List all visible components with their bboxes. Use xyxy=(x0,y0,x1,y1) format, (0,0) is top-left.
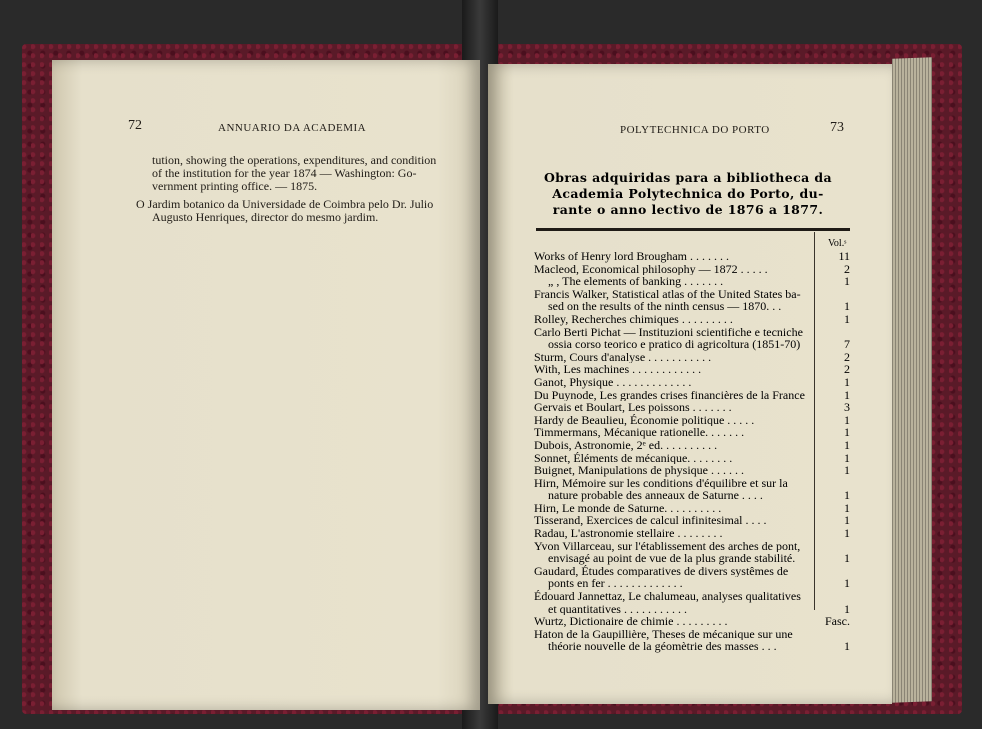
text-line: vernment printing office. — 1875. xyxy=(152,179,318,193)
entry-volumes: 1 xyxy=(844,425,850,440)
list-item xyxy=(534,338,852,351)
entry-title: Works of Henry lord Brougham . . . . . . . xyxy=(534,250,730,263)
entry-title: ponts en fer . . . . . . . . . . . . . xyxy=(548,577,683,591)
list-item xyxy=(534,263,852,276)
entry-volumes: 2 xyxy=(844,261,850,276)
list-item xyxy=(534,351,852,364)
title-line: Academia Polytechnica do Porto, du- xyxy=(552,186,824,201)
list-item xyxy=(534,502,852,515)
list-item xyxy=(534,313,852,326)
entry-title: Rolley, Recherches chimiques . . . . . . . . . xyxy=(534,312,733,326)
page-edges xyxy=(892,57,932,702)
text-line: Augusto Henriques, director do mesmo jardim. xyxy=(152,210,379,224)
entry-volumes: 2 xyxy=(844,362,850,377)
title-line: Obras adquiridas para a bibliotheca da xyxy=(544,170,832,185)
entry-title: ossia corso teorico e pratico di agricoltura (1851-70) xyxy=(548,338,801,351)
list-item xyxy=(534,540,852,553)
entry-volumes: 1 xyxy=(844,274,850,289)
list-item xyxy=(534,603,852,616)
entry-volumes: 1 xyxy=(844,576,850,591)
list-item xyxy=(534,389,852,402)
section-title xyxy=(528,170,848,218)
list-item xyxy=(534,288,852,301)
entry-title: Dubois, Astronomie, 2ᵉ ed. . . . . . . . . . xyxy=(534,438,718,452)
entry-title: et quantitatives . . . . . . . . . . . xyxy=(548,602,687,616)
entry-title: Gervais et Boulart, Les poissons . . . . . . . xyxy=(534,401,732,414)
entry-title: Ganot, Physique . . . . . . . . . . . . . xyxy=(534,375,692,389)
title-rule xyxy=(536,228,850,231)
list-item xyxy=(534,452,852,465)
entry-title: Yvon Villarceau, sur l'établissement des arches de pont, xyxy=(534,539,801,553)
left-page xyxy=(52,60,480,710)
entry-volumes xyxy=(810,590,852,603)
entry-volumes: 1 xyxy=(844,374,850,389)
running-head-right: POLYTECHNICA DO PORTO xyxy=(620,124,770,136)
entry-title: sed on the results of the ninth census — 1870. . . xyxy=(548,300,782,313)
entry-title: „ , The elements of banking . . . . . . . xyxy=(548,275,724,288)
entry-title: Sonnet, Éléments de mécanique. . . . . . . . xyxy=(534,451,733,465)
entry-title: Wurtz, Dictionaire de chimie . . . . . . . . . xyxy=(534,615,728,628)
entry-volumes: 1 xyxy=(844,387,850,402)
entry-title: Haton de la Gaupillière, Theses de mécanique sur une xyxy=(534,627,793,641)
left-paragraph-1 xyxy=(152,154,452,193)
entry-title: Francis Walker, Statistical atlas of the United States ba- xyxy=(534,287,801,301)
list-item xyxy=(534,414,852,427)
list-item xyxy=(534,250,852,263)
left-paragraph-2 xyxy=(136,198,456,224)
entry-title: With, Les machines . . . . . . . . . . . . xyxy=(534,363,702,376)
entry-volumes: 7 xyxy=(844,337,850,352)
title-line: rante o anno lectivo de 1876 a 1877. xyxy=(552,202,824,217)
entry-volumes: 1 xyxy=(844,412,850,427)
entry-volumes: 1 xyxy=(844,311,850,326)
entry-volumes: 1 xyxy=(844,450,850,465)
entry-volumes: 1 xyxy=(844,639,850,654)
entry-title: Du Puynode, Les grandes crises financières de la France xyxy=(534,388,805,402)
running-head-left: ANNUARIO DA ACADEMIA xyxy=(218,122,367,134)
list-item xyxy=(534,590,852,603)
list-item xyxy=(534,426,852,439)
text-line: O Jardim botanico da Universidade de Coimbra pelo Dr. Julio xyxy=(136,197,434,211)
entry-volumes: 1 xyxy=(844,299,850,314)
entry-title: Radau, L'astronomie stellaire . . . . . . . . xyxy=(534,527,723,540)
list-item xyxy=(534,565,852,578)
acquisitions-list xyxy=(534,250,852,653)
list-item xyxy=(534,514,852,527)
entry-volumes: 1 xyxy=(844,601,850,616)
list-item xyxy=(534,464,852,477)
entry-volumes: 1 xyxy=(844,500,850,515)
entry-title: Hirn, Le monde de Saturne. . . . . . . . . . xyxy=(534,501,722,515)
list-item xyxy=(534,552,852,565)
list-item xyxy=(534,489,852,502)
list-item xyxy=(534,628,852,641)
list-item xyxy=(534,477,852,490)
list-item xyxy=(534,326,852,339)
entry-volumes: 2 xyxy=(844,349,850,364)
entry-title: Tisserand, Exercices de calcul infinitesimal . . . . xyxy=(534,514,767,528)
entry-title: Édouard Jannettaz, Le chalumeau, analyses qualitatives xyxy=(534,590,801,603)
list-item xyxy=(534,376,852,389)
list-item xyxy=(534,527,852,540)
entry-volumes: 1 xyxy=(844,526,850,541)
list-item xyxy=(534,615,852,628)
page-number-left: 72 xyxy=(128,118,142,133)
list-item xyxy=(534,439,852,452)
list-item xyxy=(534,401,852,414)
entry-volumes: 3 xyxy=(844,400,850,415)
volume-column-header: Vol.ˢ xyxy=(828,238,847,249)
entry-volumes: 1 xyxy=(844,488,850,503)
entry-title: Hardy de Beaulieu, Économie politique . . . . . xyxy=(534,413,755,427)
entry-volumes: 1 xyxy=(844,513,850,528)
entry-title: Gaudard, Études comparatives de divers systêmes de xyxy=(534,564,789,578)
list-item xyxy=(534,363,852,376)
entry-title: Sturm, Cours d'analyse . . . . . . . . . . . xyxy=(534,350,712,364)
entry-title: Macleod, Economical philosophy — 1872 . . . . . xyxy=(534,262,768,276)
list-item xyxy=(534,300,852,313)
list-item xyxy=(534,275,852,288)
entry-volumes: 11 xyxy=(838,249,850,263)
entry-volumes: 1 xyxy=(844,551,850,566)
entry-title: Buignet, Manipulations de physique . . . . . . xyxy=(534,464,744,477)
entry-title: nature probable des anneaux de Saturne . . . . xyxy=(548,489,763,502)
list-item xyxy=(534,640,852,653)
entry-title: Carlo Berti Pichat — Instituzioni scientifiche e tecniche xyxy=(534,325,803,339)
entry-title: Timmermans, Mécanique rationelle. . . . . . . xyxy=(534,426,745,439)
page-number-right: 73 xyxy=(830,120,844,135)
entry-title: Hirn, Mémoire sur les conditions d'équilibre et sur la xyxy=(534,476,788,490)
text-line: tution, showing the operations, expenditures, and condition xyxy=(152,153,437,167)
entry-title: envisagé au point de vue de la plus grande stabilité. xyxy=(548,552,796,565)
entry-volumes: 1 xyxy=(844,463,850,478)
entry-volumes: Fasc. xyxy=(825,614,850,629)
list-item xyxy=(534,577,852,590)
entry-volumes: 1 xyxy=(844,437,850,452)
text-line: of the institution for the year 1874 — Washington: Go- xyxy=(152,166,417,180)
entry-title: théorie nouvelle de la géomètrie des masses . . . xyxy=(548,640,777,653)
